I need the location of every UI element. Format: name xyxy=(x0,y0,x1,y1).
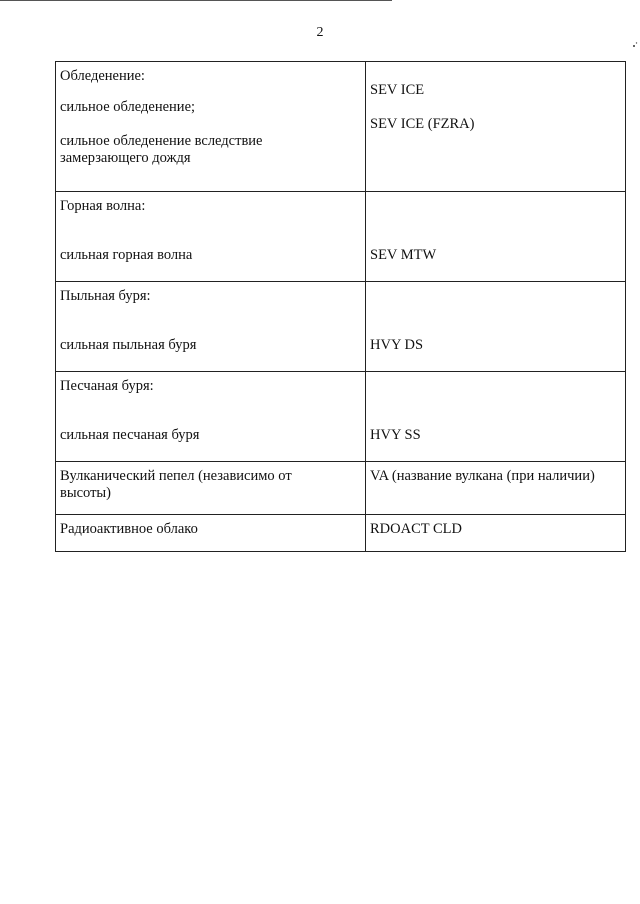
table-cell-abbreviation xyxy=(366,62,626,192)
phenomenon-text: сильная пыльная буря xyxy=(60,337,197,353)
abbreviation-text: SEV ICE (FZRA) xyxy=(370,116,475,132)
table-row xyxy=(56,192,626,282)
abbreviation-text: VA (название вулкана (при наличии) xyxy=(370,468,595,484)
abbreviation-text: SEV ICE xyxy=(370,82,425,98)
phenomenon-text: сильная песчаная буря xyxy=(60,427,200,443)
phenomenon-text: Вулканический пепел (независимо от xyxy=(60,468,292,484)
table-row xyxy=(56,282,626,372)
phenomenon-text: сильное обледенение; xyxy=(60,99,196,115)
table-cell-abbreviation xyxy=(366,192,626,282)
table-cell-abbreviation xyxy=(366,372,626,462)
section-heading: Горная волна: xyxy=(60,198,146,214)
table-cell-abbreviation xyxy=(366,462,626,515)
phenomenon-text: сильное обледенение вследствие xyxy=(60,133,263,149)
scan-mark xyxy=(632,40,638,50)
phenomenon-text: высоты) xyxy=(60,485,111,501)
abbreviation-text: HVY SS xyxy=(370,427,421,443)
table-row xyxy=(56,372,626,462)
table-cell-abbreviation xyxy=(366,515,626,552)
phenomenon-text: Радиоактивное облако xyxy=(60,521,198,537)
table-row xyxy=(56,62,626,192)
section-heading: Пыльная буря: xyxy=(60,288,151,304)
abbreviation-text: RDOACT CLD xyxy=(370,521,462,537)
abbreviation-text: HVY DS xyxy=(370,337,424,353)
table-cell-phenomenon xyxy=(56,282,366,372)
phenomenon-text: замерзающего дождя xyxy=(60,150,191,166)
table-cell-abbreviation xyxy=(366,282,626,372)
table-row xyxy=(56,462,626,515)
section-heading: Обледенение: xyxy=(60,68,145,84)
phenomena-table xyxy=(55,61,626,552)
table-row xyxy=(56,515,626,552)
table-cell-phenomenon xyxy=(56,372,366,462)
abbreviation-text: SEV MTW xyxy=(370,247,437,263)
table-cell-phenomenon xyxy=(56,462,366,515)
top-rule xyxy=(0,0,392,1)
table-cell-phenomenon xyxy=(56,62,366,192)
phenomenon-text: сильная горная волна xyxy=(60,247,193,263)
table-cell-phenomenon xyxy=(56,192,366,282)
table-cell-phenomenon xyxy=(56,515,366,552)
section-heading: Песчаная буря: xyxy=(60,378,154,394)
page-number: 2 xyxy=(316,25,324,40)
